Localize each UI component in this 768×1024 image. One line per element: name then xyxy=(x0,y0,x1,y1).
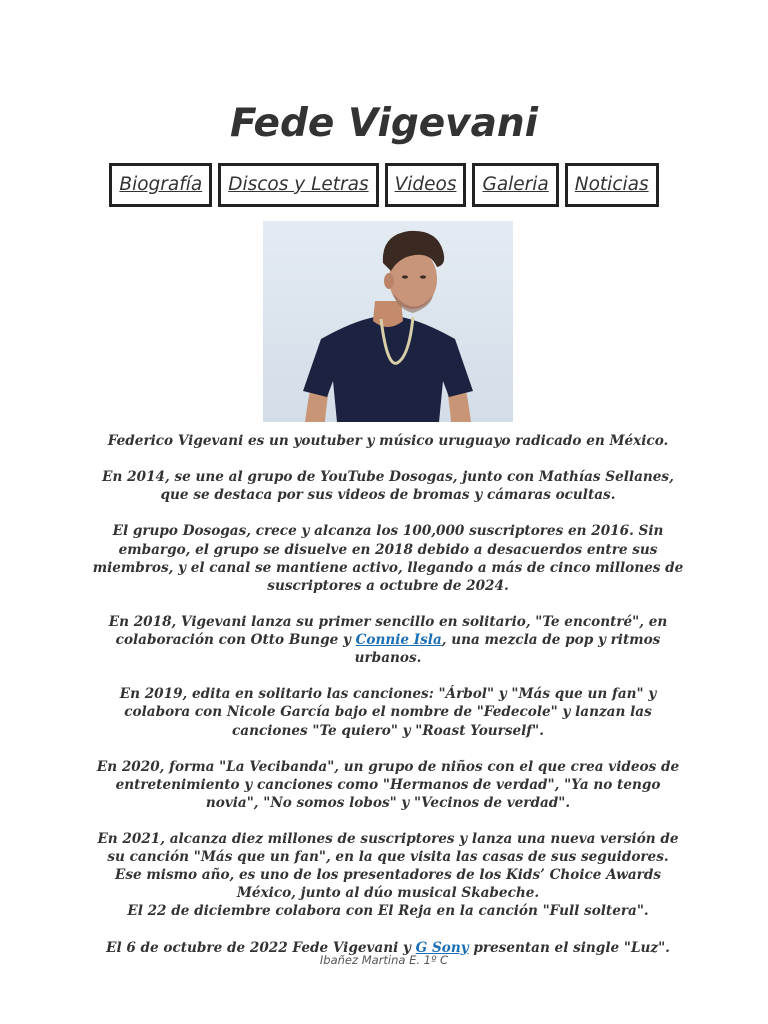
bio-2022-text-end: presentan el single "Luz". xyxy=(468,939,670,956)
nav-biografia[interactable]: Biografía xyxy=(109,163,212,207)
artist-portrait-image xyxy=(263,221,513,422)
bio-paragraph-intro: Federico Vigevani es un youtuber y músico uruguayo radicado en México. xyxy=(107,433,669,449)
bio-2021-line-1: En 2021, alcanza diez millones de suscriptores y lanza una nueva versión de su canción "Más que un fan", en la que visita las casas de sus seguidores. xyxy=(97,831,679,866)
nav-galeria[interactable]: Galeria xyxy=(472,163,558,207)
bio-paragraph-dosogas: El grupo Dosogas, crece y alcanza los 100,000 suscriptores en 2016. Sin embargo, el grupo se disuelve en 2018 debido a desacuerdos entre sus miembros, y el canal se mantiene activo, llegando a más de cinco millones de suscriptores a octubre de 2024. xyxy=(92,523,684,594)
bio-2018-text-end: , una mezcla de pop y ritmos urbanos. xyxy=(354,632,661,667)
main-nav xyxy=(0,163,768,207)
bio-2021-line-3: El 22 de diciembre colabora con El Reja en la canción "Full soltera". xyxy=(127,903,649,920)
connie-isla-link[interactable]: Connie Isla xyxy=(355,632,442,649)
bio-paragraph-2014: En 2014, se une al grupo de YouTube Dosogas, junto con Mathías Sellanes, que se destaca por sus videos de bromas y cámaras ocultas. xyxy=(102,469,674,504)
artist-photo xyxy=(263,221,513,422)
page-title: Fede Vigevani xyxy=(229,101,539,146)
nav-noticias[interactable]: Noticias xyxy=(565,163,659,207)
biography-text xyxy=(92,432,684,975)
nav-discos-y-letras[interactable]: Discos y Letras xyxy=(218,163,378,207)
footer-author: Ibañez Martina E. 1º C xyxy=(319,953,449,967)
bio-paragraph-2018 xyxy=(92,613,684,667)
bio-paragraph-2019: En 2019, edita en solitario las canciones: "Árbol" y "Más que un fan" y colabora con Nicole García bajo el nombre de "Fedecole" y lanzan las canciones "Te quiero" y "Roast Yourself". xyxy=(119,686,657,739)
bio-2021-line-2: Ese mismo año, es uno de los presentadores de los Kids’ Choice Awards México, junto al dúo musical Skabeche. xyxy=(115,867,661,902)
nav-videos[interactable]: Videos xyxy=(385,163,467,207)
bio-2022-text: El 6 de octubre de 2022 Fede Vigevani y xyxy=(106,939,416,956)
bio-paragraph-2020: En 2020, forma "La Vecibanda", un grupo de niños con el que crea videos de entretenimiento y canciones como "Hermanos de verdad", "Ya no tengo novia", "No somos lobos" y "Vecinos de verdad". xyxy=(96,758,680,811)
bio-paragraph-2021 xyxy=(92,830,684,920)
bio-2018-text: En 2018, Vigevani lanza su primer sencillo en solitario, "Te encontré", en colaboración con Otto Bunge y xyxy=(108,613,668,649)
g-sony-link[interactable]: G Sony xyxy=(415,939,469,956)
